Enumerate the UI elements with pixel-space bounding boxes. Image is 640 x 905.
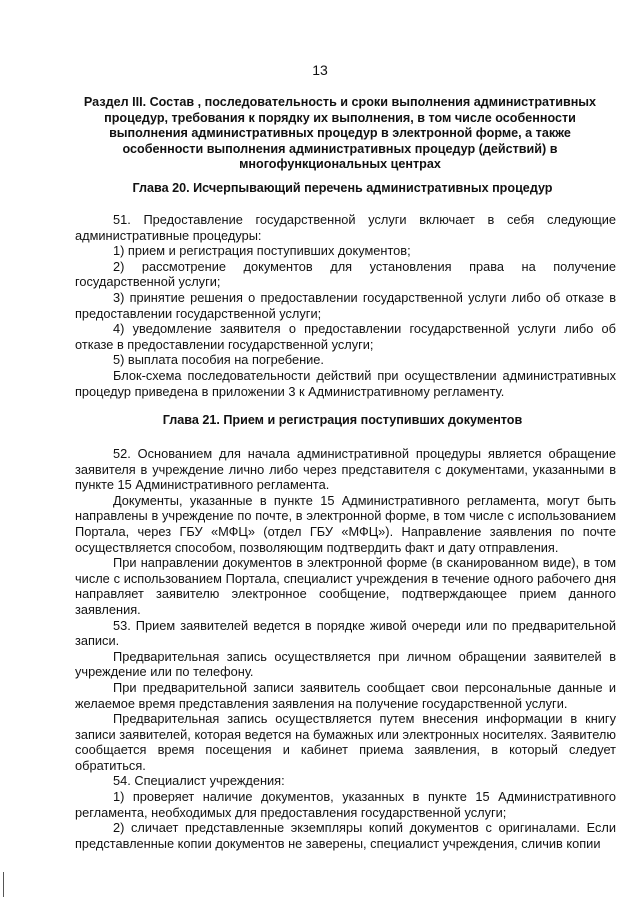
list-item: 1) проверяет наличие документов, указанных в пункте 15 Административного регламента, необходимых для предоставления государственной услуги; (75, 789, 616, 820)
page-number: 13 (312, 62, 328, 78)
section-title: Раздел III. Состав , последовательность и сроки выполнения административных процедур, требования к порядку их выполнения, в том числе особенности выполнения административных процедур в электронной форме, а также особенности выполнения административных процедур (действий) в многофункциональных центрах (83, 95, 597, 172)
paragraph: Предварительная запись осуществляется путем внесения информации в книгу записи заявителей, которая ведется на бумажных или электронных носителях. Заявителю сообщается время посещения и кабинет приема заявления, в который следует обратиться. (75, 711, 616, 773)
paragraph: Блок-схема последовательности действий при осуществлении административных процедур приведена в приложении 3 к Административному регламенту. (75, 367, 616, 399)
paragraph: Предварительная запись осуществляется при личном обращении заявителей в учреждение или по телефону. (75, 648, 616, 680)
paragraph: При предварительной записи заявитель сообщает свои персональные данные и желаемое время представления заявления на получение государственной услуги. (75, 679, 616, 711)
list-item: 5) выплата пособия на погребение. (113, 352, 324, 368)
paragraph: 54. Специалист учреждения: (113, 773, 285, 789)
scan-edge-mark (3, 872, 4, 897)
paragraph: 52. Основанием для начала административной процедуры является обращение заявителя в учреждение лично либо через представителя с документами, указанными в пункте 15 Административного регламента. (75, 446, 616, 493)
list-item: 4) уведомление заявителя о предоставлении государственной услуги либо об отказе в предоставлении государственной услуги; (75, 321, 616, 352)
chapter-20-title: Глава 20. Исчерпывающий перечень административных процедур (132, 181, 553, 195)
chapter-21-body (75, 446, 616, 851)
paragraph: При направлении документов в электронной форме (в сканированном виде), в том числе с использованием Портала, специалист учреждения в течение одного рабочего дня направляет заявителю электронное сообщение, подтверждающее прием данного заявления. (75, 555, 616, 617)
paragraph: 51. Предоставление государственной услуги включает в себя следующие административные процедуры: (75, 212, 616, 243)
list-item: 2) рассмотрение документов для установления права на получение государственной услуги; (75, 258, 616, 290)
list-item: 2) сличает представленные экземпляры копий документов с оригиналами. Если представленные копии документов не заверены, специалист учреждения, сличив копии (75, 820, 616, 851)
paragraph: Документы, указанные в пункте 15 Административного регламента, могут быть направлены в учреждение по почте, в электронной форме, в том числе с использованием Портала, через ГБУ «МФЦ» (отдел ГБУ «МФЦ»). Направление заявления по почте осуществляется способом, позволяющим подтвердить факт и дату отправления. (75, 492, 616, 555)
chapter-20-body (75, 212, 616, 399)
list-item: 1) прием и регистрация поступивших документов; (113, 243, 411, 259)
list-item: 3) принятие решения о предоставлении государственной услуги либо об отказе в предоставлении государственной услуги; (75, 289, 616, 321)
paragraph: 53. Прием заявителей ведется в порядке живой очереди или по предварительной записи. (75, 617, 616, 649)
chapter-21-title: Глава 21. Прием и регистрация поступивших документов (162, 413, 523, 427)
